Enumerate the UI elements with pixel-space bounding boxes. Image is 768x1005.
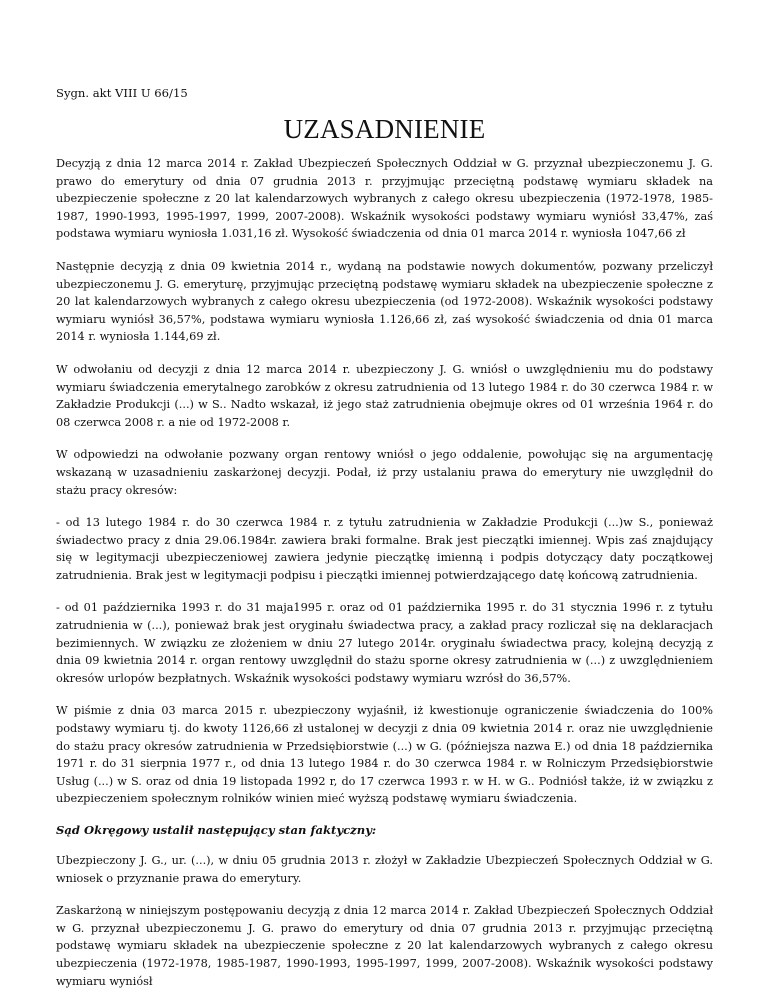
section-heading: Sąd Okręgowy ustalił następujący stan faktyczny: [56, 823, 377, 837]
paragraph: W piśmie z dnia 03 marca 2015 r. ubezpieczony wyjaśnił, iż kwestionuje ograniczenie świadczenia do 100% podstawy wymiaru tj. do kwoty 1126,66 zł ustalonej w decyzji z dnia 09 kwietnia 2014 r. oraz nie uwzględnienie do stażu pracy okresów zatrudnienia w Przedsiębiorstwie (...) w G. (późniejsza nazwa E.) od dnia 18 października 1971 r. do 31 sierpnia 1977 r., od dnia 13 lutego 1984 r. do 30 czerwca 1984 r. w Rolniczym Przedsiębiorstwie Usług (...) w S. oraz od dnia 19 listopada 1992 r, do 17 czerwca 1993 r. w H. w G.. Podniósł także, iż w związku z ubezpieczeniem społecznym rolników winien mieć wyższą podstawę wymiaru świadczenia. [56, 704, 713, 806]
document-page [56, 86, 713, 1005]
paragraph: Decyzją z dnia 12 marca 2014 r. Zakład Ubezpieczeń Społecznych Oddział w G. przyznał ubezpieczonemu J. G. prawo do emerytury od dnia 07 grudnia 2013 r. przyjmując przeciętną podstawę wymiaru składek na ubezpieczenie społeczne z 20 lat kalendarzowych wybranych z całego okresu ubezpieczenia (1972-1978, 1985-1987, 1990-1993, 1995-1997, 1999, 2007-2008). Wskaźnik wysokości podstawy wymiaru wyniósł 33,47%, zaś podstawa wymiaru wyniosła 1.031,16 zł. Wysokość świadczenia od dnia 01 marca 2014 r. wyniosła 1047,66 zł [56, 157, 713, 241]
paragraph: W odpowiedzi na odwołanie pozwany organ rentowy wniósł o jego oddalenie, powołując się na argumentację wskazaną w uzasadnieniu zaskarżonej decyzji. Podał, iż przy ustalaniu prawa do emerytury nie uwzględnił do stażu pracy okresów: [56, 448, 713, 497]
paragraph: Następnie decyzją z dnia 09 kwietnia 2014 r., wydaną na podstawie nowych dokumentów, pozwany przeliczył ubezpieczonemu J. G. emeryturę, przyjmując przeciętną podstawę wymiaru składek na ubezpieczenie społeczne z 20 lat kalendarzowych wybranych z całego okresu ubezpieczenia (od 1972-2008). Wskaźnik wysokości podstawy wymiaru wyniósł 36,57%, podstawa wymiaru wyniosła 1.126,66 zł, zaś wysokość świadczenia od dnia 01 marca 2014 r. wyniosła 1.144,69 zł. [56, 259, 713, 344]
paragraph: - od 13 lutego 1984 r. do 30 czerwca 1984 r. z tytułu zatrudnienia w Zakładzie Produkcji (...)w S., ponieważ świadectwo pracy z dnia 29.06.1984r. zawiera braki formalne. Brak jest pieczątki imiennej. Wpis zaś znajdujący się w legitymacji ubezpieczeniowej zawiera jedynie pieczątkę imienną i podpis dotyczący daty początkowej zatrudnienia. Brak jest w legitymacji podpisu i pieczątki imiennej potwierdzającego datę końcową zatrudnienia. [56, 516, 713, 582]
paragraph: - od 01 października 1993 r. do 31 maja1995 r. oraz od 01 października 1995 r. do 31 stycznia 1996 r. z tytułu zatrudnienia w (...), ponieważ brak jest oryginału świadectwa pracy, a zakład pracy rozliczał się na deklaracjach bezimiennych. W związku ze złożeniem w dniu 27 lutego 2014r. oryginału świadectwa pracy, kolejną decyzją z dnia 09 kwietnia 2014 r. organ rentowy uwzględnił do stażu sporne okresy zatrudnienia w (...) z uwzględnieniem okresów urlopów bezpłatnych. Wskaźnik wysokości podstawy wymiaru wzrósł do 36,57%. [56, 601, 713, 685]
finding-paragraph: Zaskarżoną w niniejszym postępowaniu decyzją z dnia 12 marca 2014 r. Zakład Ubezpieczeń Społecznych Oddział w G. przyznał ubezpieczonemu J. G. prawo do emerytury od dnia 07 grudnia 2013 r. przyjmując przeciętną podstawę wymiaru składek na ubezpieczenie społeczne z 20 lat kalendarzowych wybranych z całego okresu ubezpieczenia (1972-1978, 1985-1987, 1990-1993, 1995-1997, 1999, 2007-2008). Wskaźnik wysokości podstawy wymiaru wyniósł [56, 904, 713, 988]
paragraph: W odwołaniu od decyzji z dnia 12 marca 2014 r. ubezpieczony J. G. wniósł o uwzględnieniu mu do podstawy wymiaru świadczenia emerytalnego zarobków z okresu zatrudnienia od 13 lutego 1984 r. do 30 czerwca 1984 r. w Zakładzie Produkcji (...) w S.. Nadto wskazał, iż jego staż zatrudnienia obejmuje okres od 01 września 1964 r. do 08 czerwca 2008 r. a nie od 1972-2008 r. [56, 362, 713, 429]
case-number: Sygn. akt VIII U 66/15 [56, 86, 188, 100]
finding-paragraph: Ubezpieczony J. G., ur. (...), w dniu 05 grudnia 2013 r. złożył w Zakładzie Ubezpieczeń Społecznych Oddział w G. wniosek o przyznanie prawa do emerytury. [56, 854, 713, 885]
document-title: UZASADNIENIE [283, 114, 486, 144]
